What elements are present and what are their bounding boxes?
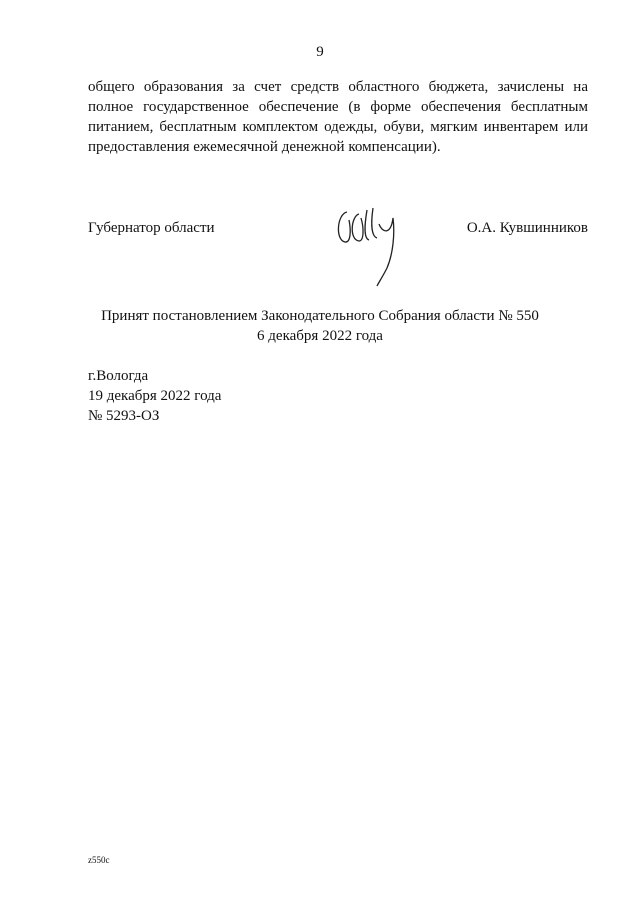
signer-title: Губернатор области <box>88 220 215 236</box>
footer-code: z550c <box>88 855 110 865</box>
city: г.Вологда <box>88 368 149 384</box>
place-date-block <box>88 366 221 426</box>
handwritten-signature-icon <box>333 200 403 290</box>
page-number: 9 <box>316 44 324 60</box>
adoption-line-2: 6 декабря 2022 года <box>257 328 383 344</box>
adoption-block <box>0 306 640 346</box>
law-date: 19 декабря 2022 года <box>88 388 222 404</box>
body-paragraph: общего образования за счет средств областного бюджета, зачислены на полное государственное обеспечение (в форме обеспечения бесплатным питанием, бесплатным комплектом одежды, обуви, мягким инвентарем или предоставления ежемесячной денежной компенсации). <box>88 79 588 155</box>
law-number: № 5293-ОЗ <box>88 408 160 424</box>
signer-name: О.А. Кувшинников <box>466 220 588 236</box>
adoption-line-1: Принят постановлением Законодательного Собрания области № 550 <box>101 308 539 324</box>
